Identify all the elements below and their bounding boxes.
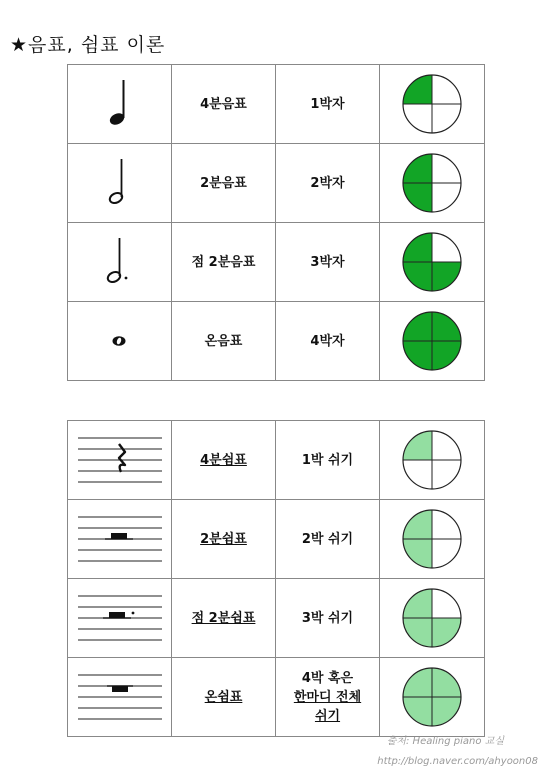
beat-circle-icon: [400, 230, 464, 294]
rest-beats-line: 한마디 전체: [293, 689, 362, 705]
rest-name: 온쉼표: [172, 658, 276, 737]
table-row: [68, 144, 485, 223]
symbol-cell: [68, 144, 172, 223]
dotted-half-rest-icon: [75, 588, 165, 648]
note-beats: 1박자: [276, 65, 380, 144]
note-beats: 4박자: [276, 302, 380, 381]
beat-circle-cell: [380, 421, 485, 500]
beat-circle-cell: [380, 658, 485, 737]
rest-beats: 1박 쉬기: [276, 421, 380, 500]
rests-table: [67, 420, 485, 737]
beat-circle-icon: [400, 72, 464, 136]
beat-circle-cell: [380, 302, 485, 381]
symbol-cell: [68, 421, 172, 500]
table-row: [68, 302, 485, 381]
beat-circle-cell: [380, 579, 485, 658]
beat-circle-icon: [400, 428, 464, 492]
beat-circle-cell: [380, 65, 485, 144]
rest-name: 2분쉼표: [172, 500, 276, 579]
table-row: [68, 65, 485, 144]
note-name: 온음표: [172, 302, 276, 381]
note-name: 4분음표: [172, 65, 276, 144]
source-credit: 출처: Healing piano 교실: [386, 736, 504, 747]
rest-name: 점 2분쉼표: [172, 579, 276, 658]
rest-beats: 2박 쉬기: [276, 500, 380, 579]
page-title: ★음표, 쉼표 이론: [10, 34, 166, 56]
half-rest-icon: [75, 509, 165, 569]
beat-circle-icon: [400, 309, 464, 373]
symbol-cell: [68, 658, 172, 737]
note-beats: 3박자: [276, 223, 380, 302]
symbol-cell: [68, 302, 172, 381]
table-row: [68, 421, 485, 500]
rest-beats: [276, 658, 380, 737]
symbol-cell: [68, 500, 172, 579]
notes-table: [67, 64, 485, 381]
table-row: [68, 579, 485, 658]
rest-beats: 3박 쉬기: [276, 579, 380, 658]
note-name: 점 2분음표: [172, 223, 276, 302]
table-row: [68, 223, 485, 302]
symbol-cell: [68, 65, 172, 144]
rest-name: 4분쉼표: [172, 421, 276, 500]
quarter-rest-icon: [75, 430, 165, 490]
beat-circle-icon: [400, 151, 464, 215]
note-beats: 2박자: [276, 144, 380, 223]
quarter-note-icon: [100, 74, 140, 134]
beat-circle-cell: [380, 500, 485, 579]
whole-note-icon: [100, 326, 140, 356]
half-note-icon: [100, 153, 140, 213]
table-row: [68, 658, 485, 737]
rest-beats-line: 쉬기: [314, 708, 341, 724]
beat-circle-cell: [380, 144, 485, 223]
rest-beats-line: 4박 혹은: [301, 670, 354, 686]
symbol-cell: [68, 579, 172, 658]
symbol-cell: [68, 223, 172, 302]
whole-rest-icon: [75, 667, 165, 727]
beat-circle-cell: [380, 223, 485, 302]
beat-circle-icon: [400, 507, 464, 571]
beat-circle-icon: [400, 665, 464, 729]
beat-circle-icon: [400, 586, 464, 650]
table-row: [68, 500, 485, 579]
dotted-half-note-icon: [100, 232, 140, 292]
source-url: http://blog.naver.com/ahyoon08: [377, 756, 538, 767]
note-name: 2분음표: [172, 144, 276, 223]
